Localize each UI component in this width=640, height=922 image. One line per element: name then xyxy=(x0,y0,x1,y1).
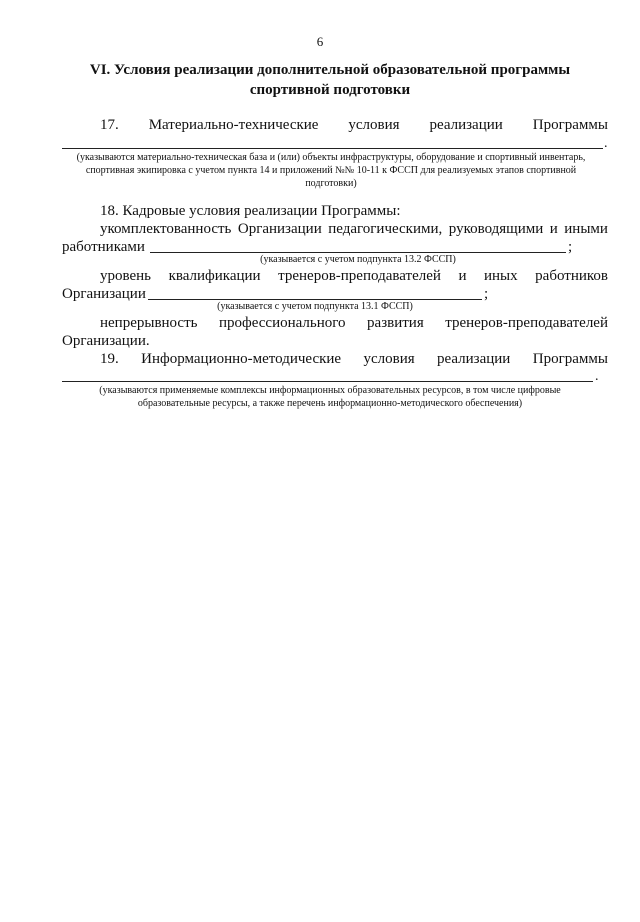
item-17-line xyxy=(100,116,608,134)
qualification-word: квалификации xyxy=(168,268,261,284)
staffing-word: и xyxy=(549,221,558,237)
development-continuation: Организации. xyxy=(62,333,150,349)
development-word: тренеров-преподавателей xyxy=(445,315,608,331)
item-19-note: (указываются применяемые комплексы информационных образовательных ресурсов, в том числе цифровые образовательные ресурсы, а также перечень информационно-методического обеспечения) xyxy=(99,385,561,409)
development-line xyxy=(100,314,608,332)
item-17-word: Материально-технические xyxy=(148,117,319,133)
staffing-word: руководящими xyxy=(448,221,544,237)
item-17-blank-line xyxy=(62,148,603,149)
item-19-line xyxy=(100,350,608,368)
development-word: развития xyxy=(367,315,424,331)
qualification-word: уровень xyxy=(100,268,152,284)
item-17-note: (указываются материально-техническая база и (или) объекты инфраструктуры, оборудование и спортивный инвентарь, спортивная экипировка с учетом пункта 14 и приложений №№ 10-11 к ФССП для реализуемых этапов спортивной подготовки) xyxy=(76,152,586,189)
item-18-title: 18. Кадровые условия реализации Программы: xyxy=(100,203,401,219)
page-number: 6 xyxy=(316,34,324,49)
item-19-word: Программы xyxy=(532,351,608,367)
staffing-word: Организации xyxy=(237,221,322,237)
item-17-word: 17. xyxy=(100,117,119,133)
item-17-word: реализации xyxy=(429,117,503,133)
qualification-continuation: Организации xyxy=(62,286,146,302)
item-19-word: Информационно-методические xyxy=(141,351,342,367)
staffing-line xyxy=(100,220,608,238)
staffing-semicolon: ; xyxy=(568,239,573,255)
item-19-word: реализации xyxy=(437,351,511,367)
development-word: профессионального xyxy=(218,315,346,331)
staffing-word: педагогическими, xyxy=(328,221,443,237)
item-19-period: . xyxy=(595,369,599,384)
item-19-blank-line xyxy=(62,381,593,382)
qualification-word: работников xyxy=(535,268,608,284)
qualification-word: иных xyxy=(484,268,518,284)
staffing-word: иными xyxy=(564,221,608,237)
staffing-note: (указывается с учетом подпункта 13.2 ФССП) xyxy=(260,254,456,265)
qualification-note: (указывается с учетом подпункта 13.1 ФССП) xyxy=(217,301,413,312)
staffing-word: укомплектованность xyxy=(100,221,232,237)
qualification-word: тренеров-преподавателей xyxy=(278,268,441,284)
section-heading: VI. Условия реализации дополнительной образовательной программы спортивной подготовки xyxy=(89,62,571,98)
development-word: непрерывность xyxy=(100,315,198,331)
item-19-word: 19. xyxy=(100,351,119,367)
item-19-word: условия xyxy=(363,351,415,367)
item-17-period: . xyxy=(604,136,608,151)
item-17-word: условия xyxy=(348,117,400,133)
qualification-line xyxy=(100,267,608,285)
qualification-word: и xyxy=(458,268,467,284)
item-17-word: Программы xyxy=(532,117,608,133)
staffing-continuation: работниками xyxy=(62,239,145,255)
qualification-semicolon: ; xyxy=(484,286,489,302)
